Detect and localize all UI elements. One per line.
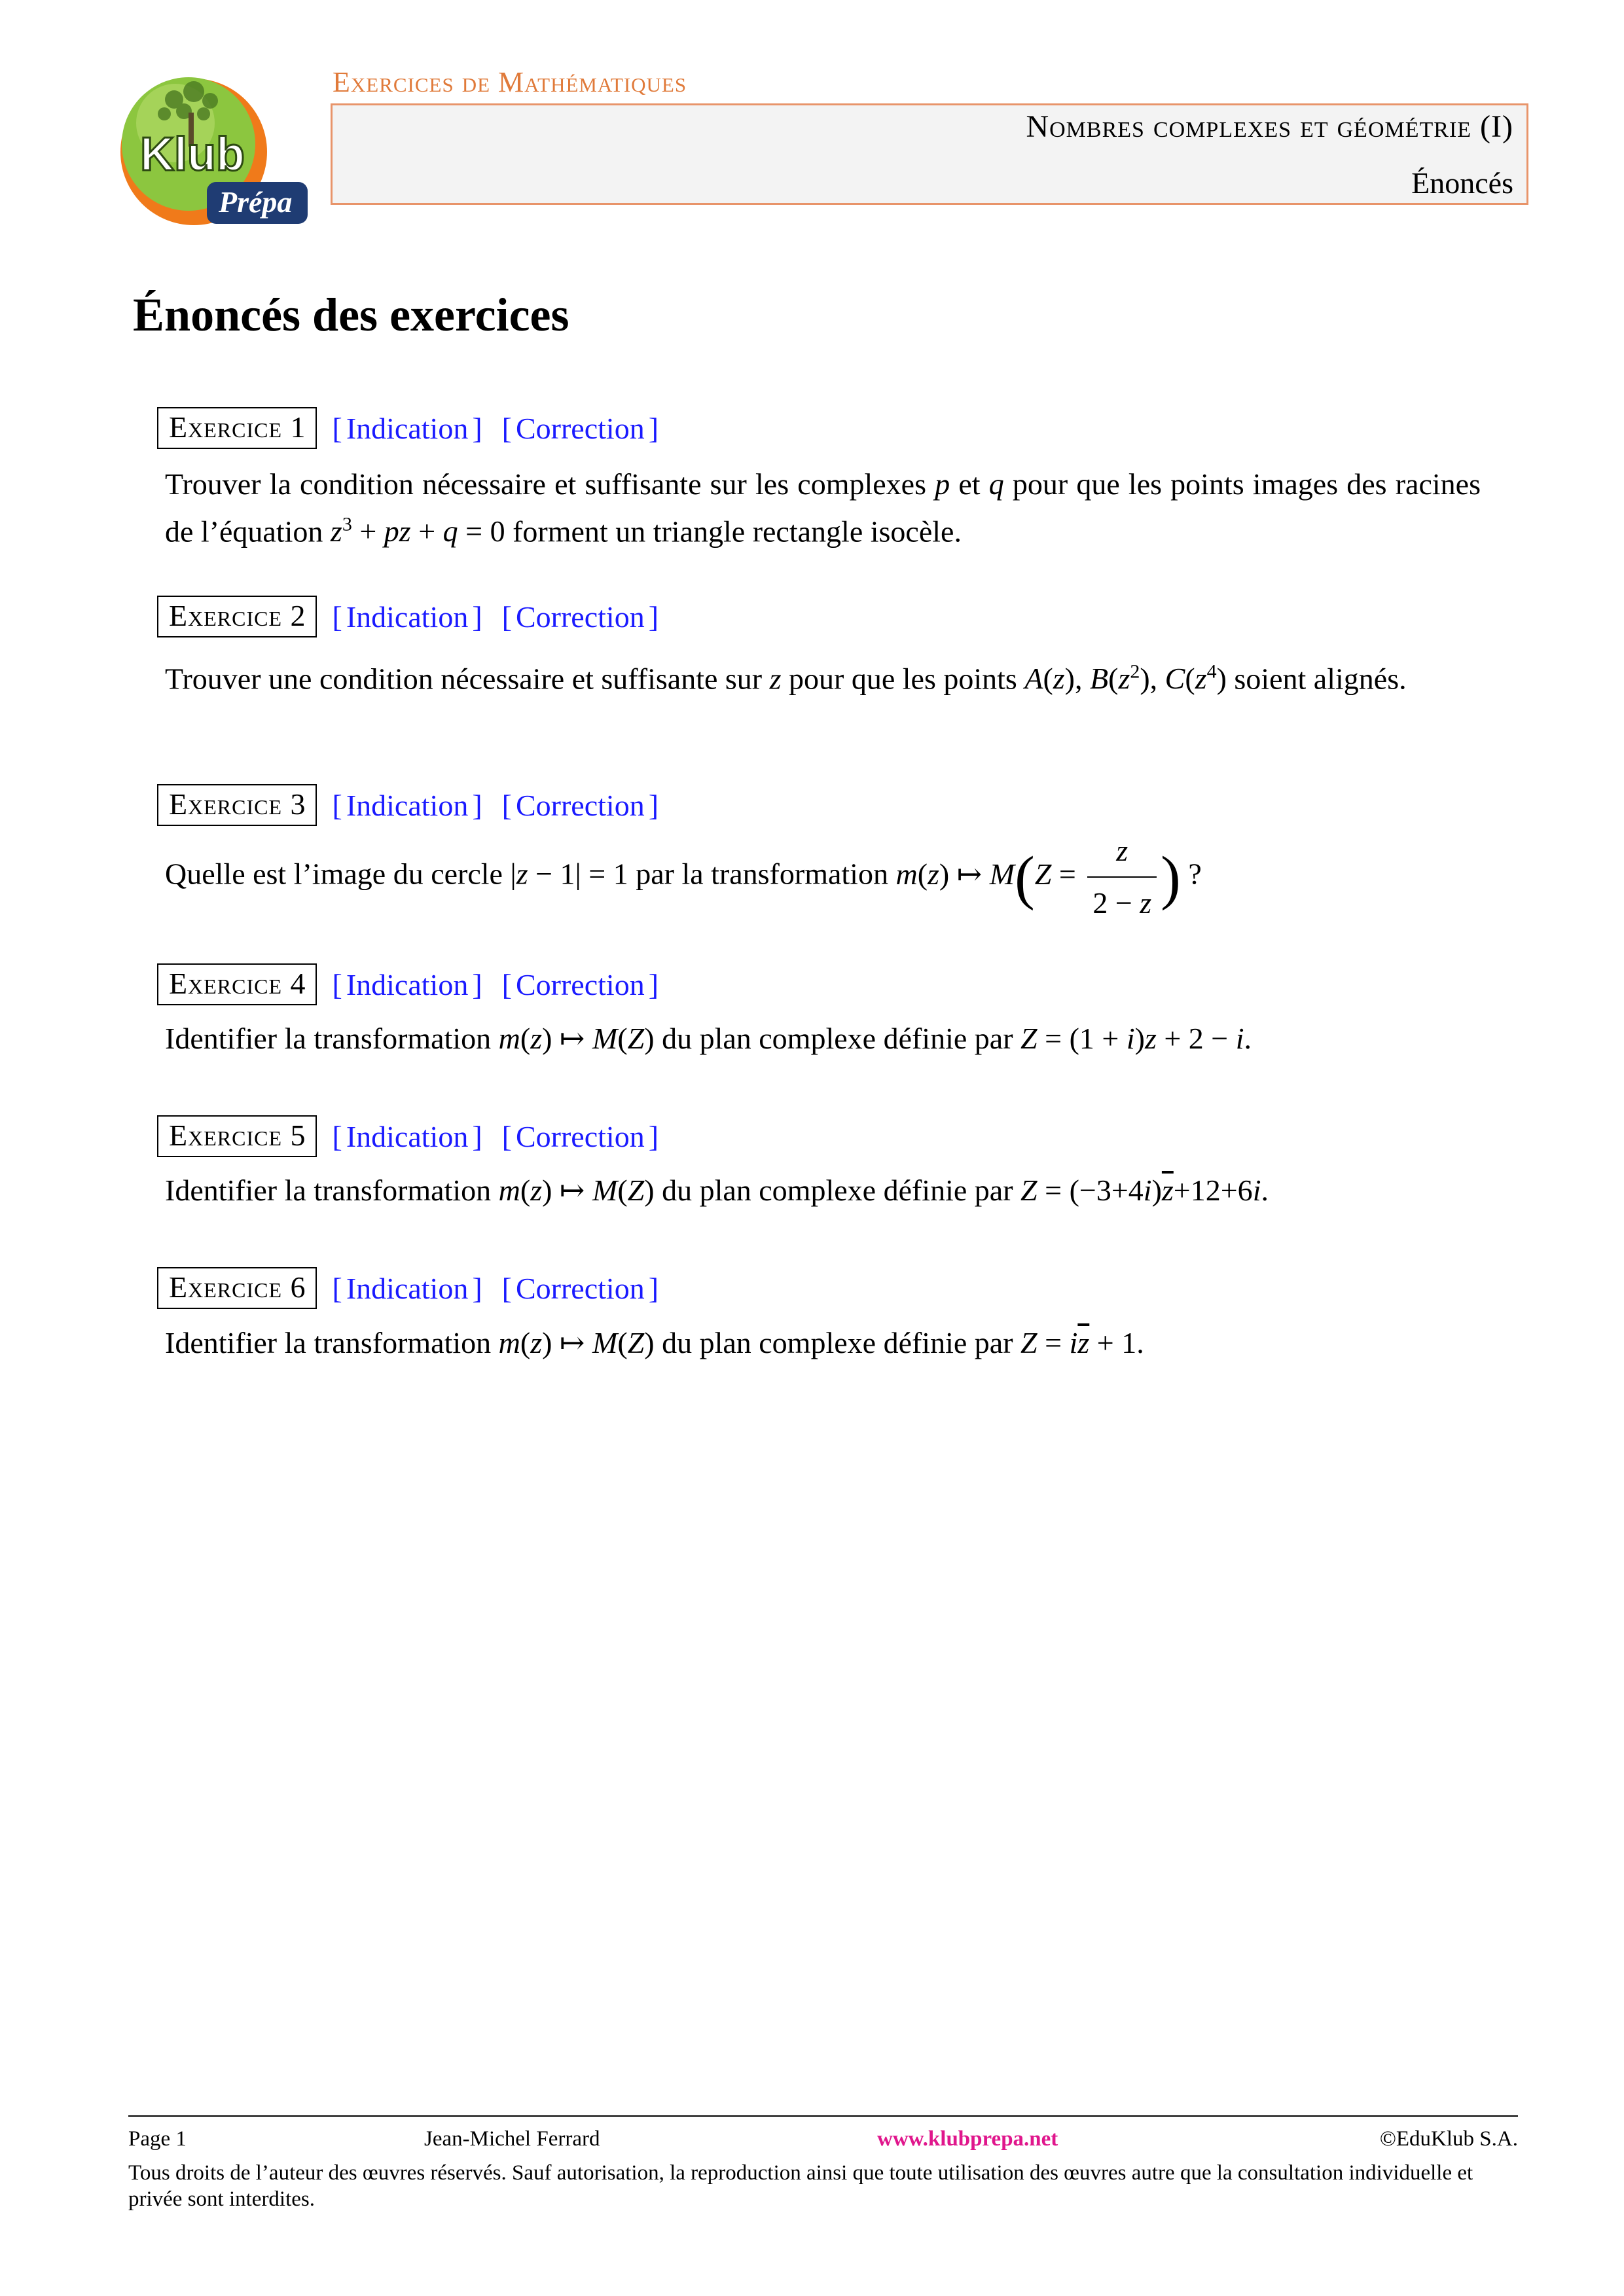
svg-text:Klub: Klub [140, 128, 245, 181]
exercise-2-header [157, 596, 662, 637]
transformation-formula: m(z) ↦ M(Z = $\frac{z}{2 - z}$ ) [895, 857, 1180, 891]
circle-equation: |z − 1| = 1 [510, 857, 628, 891]
exercise-5-correction-link[interactable]: [ Correction ] [501, 1119, 659, 1153]
exercise-2-statement: Trouver une condition nécessaire et suffisante sur z pour que les points A(z), $B(z^2)$, $C(z^4)$ soient alignés. [165, 661, 1407, 696]
svg-text:Prépa: Prépa [219, 185, 293, 219]
exercise-3-indication-link[interactable]: [ Indication ] [332, 788, 482, 822]
exercise-2-label: Exercice 2 [157, 596, 317, 637]
exercise-4-statement: Identifier la transformation m(z) ↦ M(Z) du plan complexe définie par Z = (1 + i)z + 2 − i. [165, 1022, 1252, 1055]
exercise-3-header [157, 784, 662, 826]
equation-cubic: $z^3$ + pz + q = 0 [330, 514, 505, 548]
exercise-1-indication-link[interactable]: [ Indication ] [332, 411, 482, 445]
exercise-3-statement: Quelle est l’image du cercle |z − 1| = 1 par la transformation m(z) ↦ M(Z = $\frac{z}{2 - z}$ ) ? [165, 828, 1202, 926]
exercise-6-indication-link[interactable]: [ Indication ] [332, 1271, 482, 1305]
header-kicker: Exercices de Mathématiques [333, 66, 687, 98]
klub-prepa-logo [115, 60, 312, 229]
exercise-3-label: Exercice 3 [157, 784, 317, 826]
exercise-3-correction-link[interactable]: [ Correction ] [501, 788, 659, 822]
exercise-1-statement: Trouver la condition nécessaire et suffisante sur les complexes p et q pour que les points images des racines de l’équation $z^3$ + pz + q = 0 forment un triangle rectangle isocèle. [165, 467, 1481, 548]
exercise-4-label: Exercice 4 [157, 963, 317, 1005]
exercise-1-header [157, 407, 662, 449]
exercise-1-label: Exercice 1 [157, 407, 317, 449]
exercise-1-correction-link[interactable]: [ Correction ] [501, 411, 659, 445]
points-list: A(z), $B(z^2)$, $C(z^4)$ [1024, 661, 1227, 696]
exercise-6-correction-link[interactable]: [ Correction ] [501, 1271, 659, 1305]
ex6-formula: $Z = i\overline{z} + 1$. [1020, 1326, 1144, 1359]
exercise-2-indication-link[interactable]: [ Indication ] [332, 600, 482, 634]
exercise-5-label: Exercice 5 [157, 1115, 317, 1157]
ex4-formula: Z = (1 + i)z + 2 − i. [1020, 1022, 1252, 1055]
ex5-formula: $Z = (-3+4i)\overline{z}+12+6i$. [1020, 1174, 1269, 1207]
exercise-5-indication-link[interactable]: [ Indication ] [332, 1119, 482, 1153]
exercise-4-header [157, 963, 662, 1005]
footer-page: Page 1 [128, 2127, 187, 2151]
exercise-6-header [157, 1267, 662, 1309]
exercise-4-correction-link[interactable]: [ Correction ] [501, 967, 659, 1001]
exercise-2-correction-link[interactable]: [ Correction ] [501, 600, 659, 634]
footer-note: Tous droits de l’auteur des œuvres réservés. Sauf autorisation, la reproduction ainsi que toute utilisation des œuvres autre que la consultation individuelle et privée sont interdites. [128, 2161, 1473, 2211]
header-box [331, 103, 1528, 205]
exercise-4-indication-link[interactable]: [ Indication ] [332, 967, 482, 1001]
exercise-5-header [157, 1115, 662, 1157]
exercise-6-label: Exercice 6 [157, 1267, 317, 1309]
footer-copyright: ©EduKlub S.A. [1379, 2127, 1518, 2151]
header-subtitle: Énoncés [1411, 166, 1513, 200]
footer-rule [128, 2115, 1518, 2117]
footer-author: Jean-Michel Ferrard [424, 2127, 600, 2151]
section-title: Énoncés des exercices [133, 289, 569, 341]
exercise-6-statement: Identifier la transformation m(z) ↦ M(Z) du plan complexe définie par $Z = i\overline{z} + 1$. [165, 1326, 1144, 1359]
footer-url-link[interactable]: www.klubprepa.net [877, 2127, 1058, 2151]
header-title: Nombres complexes et géométrie (I) [1026, 109, 1513, 144]
exercise-5-statement: Identifier la transformation m(z) ↦ M(Z) du plan complexe définie par $Z = (-3+4i)\overline{z}+12+6i$. [165, 1174, 1269, 1207]
